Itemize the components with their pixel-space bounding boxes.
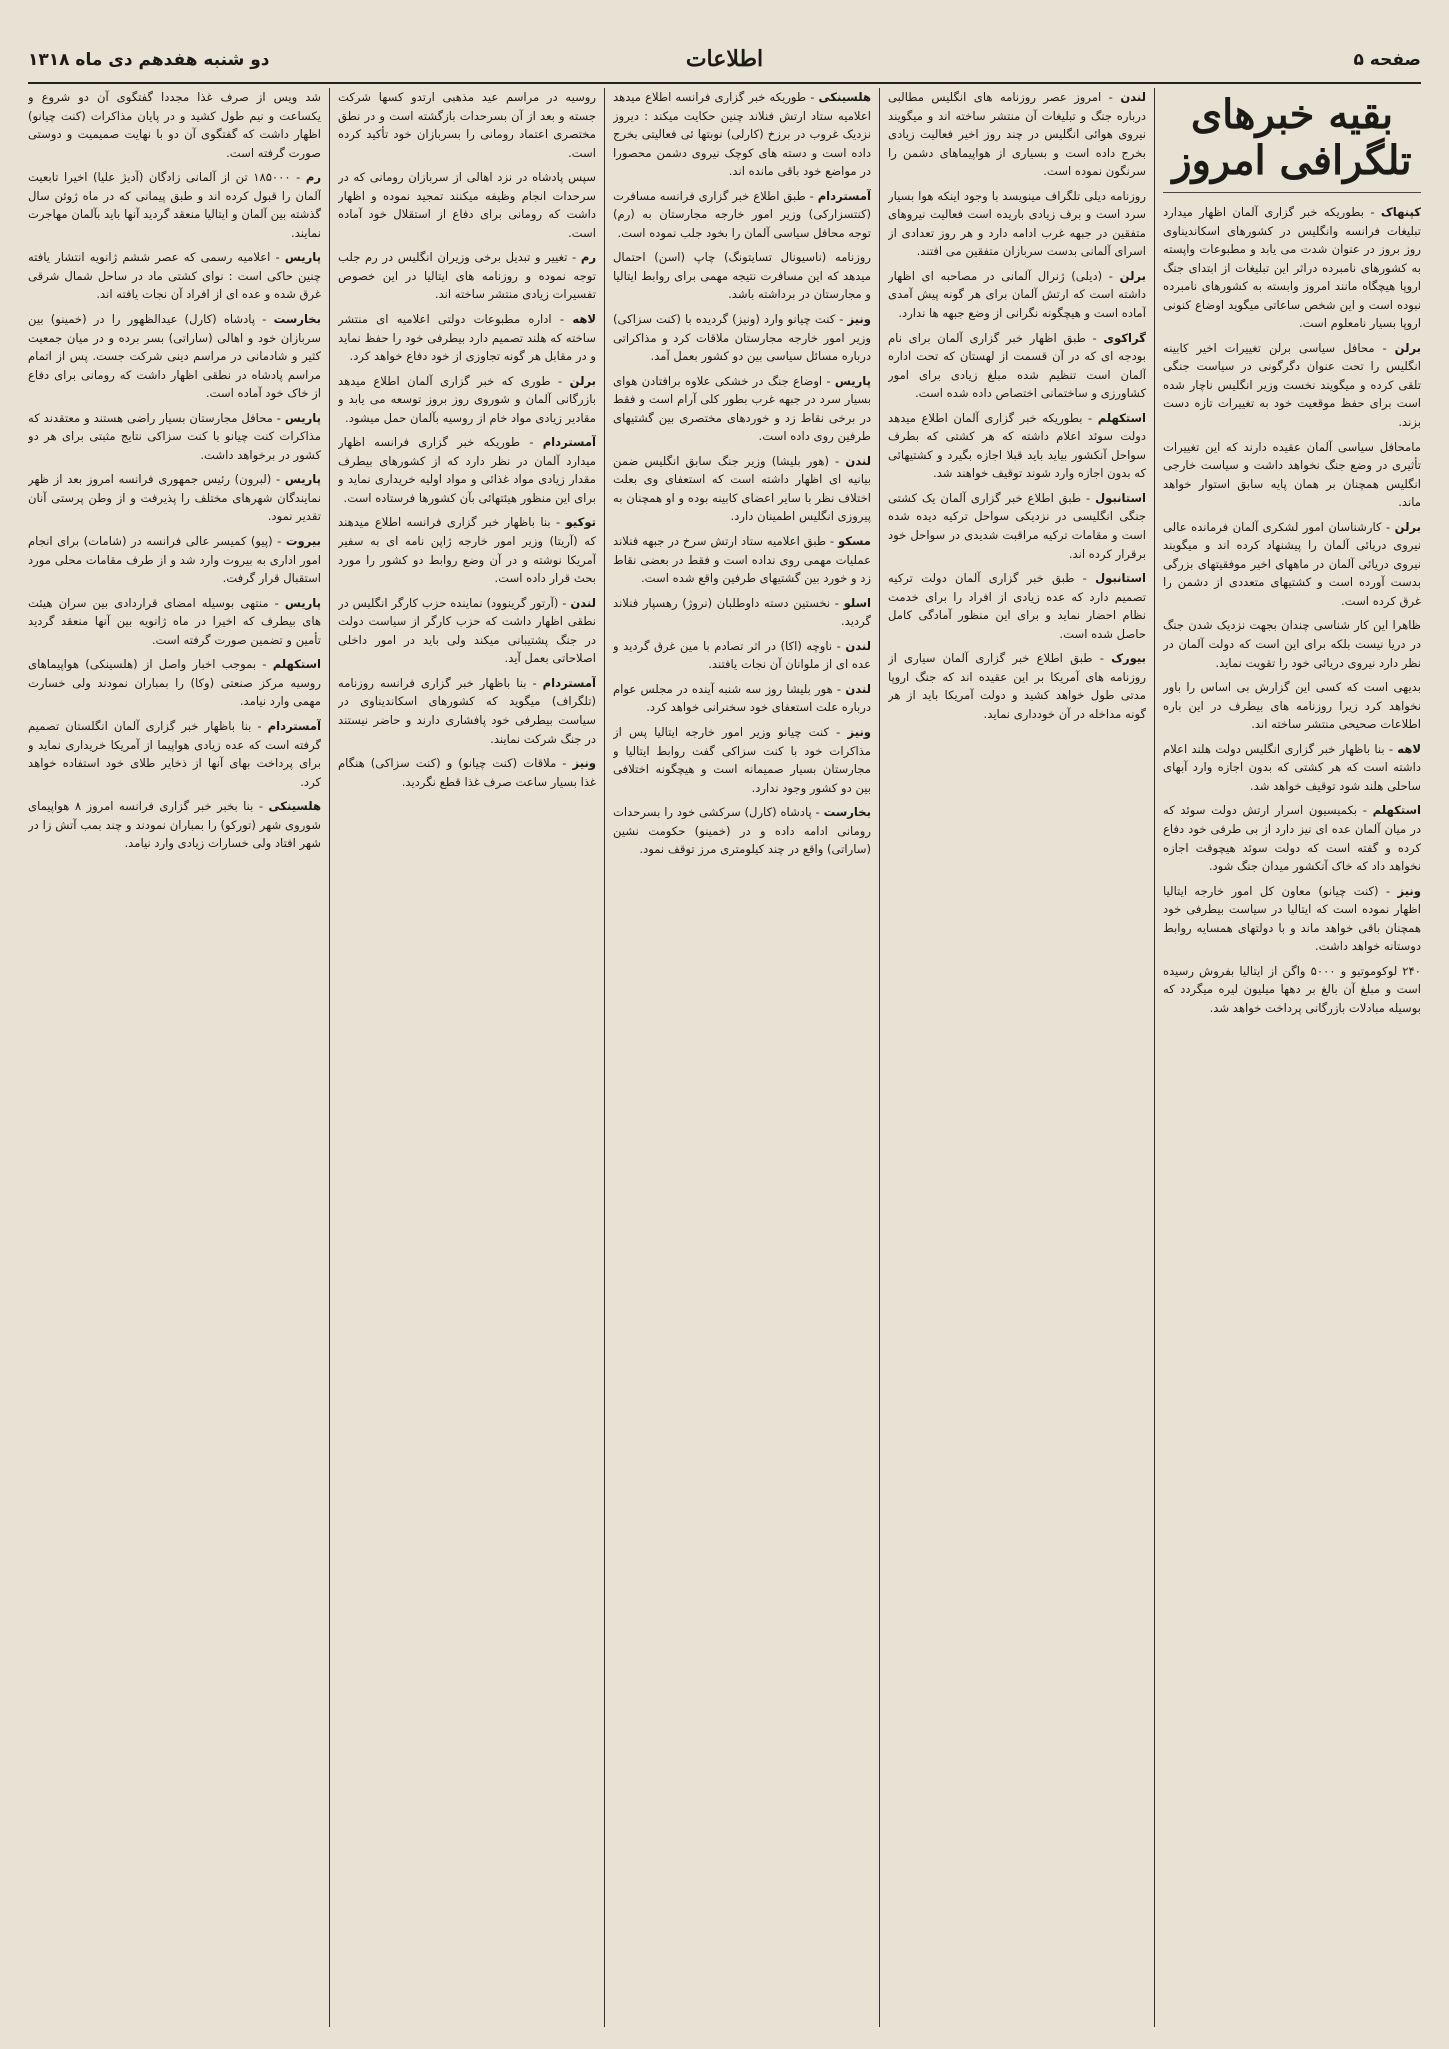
column-rule — [329, 88, 330, 2027]
news-dateline: لاهه — [1397, 741, 1421, 756]
column-1-articles — [1163, 203, 1421, 1017]
news-item — [28, 655, 321, 711]
news-text: - بنا باظهار خبر گزاری انگلیس دولت هلند اعلام داشته است که هر کشتی که بدون اجازه وارد آبهای ساحلی هلند شود توقیف خواهد شد. — [1163, 741, 1421, 793]
news-text: روزنامه (ناسیونال تسایتونگ) چاپ (اسن) احتمال میدهد که این مسافرت نتیجه مهمی برای روابط ایتالیا و مجارستان در برداشته باشد. — [613, 250, 871, 302]
news-dateline: استکهلم — [1372, 803, 1421, 818]
news-text: بدیهی است که کسی این گزارش بی اساس را باور نخواهد کرد زیرا روزنامه های بیطرف در این باره اطلاعات صحیحی منتشر ساخته اند. — [1163, 680, 1421, 732]
news-item — [28, 248, 321, 304]
news-dateline: استکهلم — [1097, 410, 1146, 425]
news-item — [613, 310, 871, 366]
news-item — [1163, 962, 1421, 1018]
news-text: - بکمیسیون اسرار ارتش دولت سوئد که در میان آلمان عده ای نیز دارد از بی طرفی خود دفاع کرده و گفته است که دولت سوئد هیچوقت اجازه نخواهد داد که خاک آنکشور میدان جنگ شود. — [1163, 803, 1421, 874]
news-text: - طبق اظهار خبر گزاری آلمان برای نام بودجه ای که در آن قسمت از لهستان که تحت اداره آلمان است تنظیم شده مبلغ زیادی برای امور کشاورزی و ساختمانی اختصاص داده شده است. — [888, 330, 1146, 401]
news-item — [613, 248, 871, 304]
news-dateline: ونیز — [847, 312, 871, 327]
news-text: - کنت چیانو وزیر امور خارجه ایتالیا پس از مذاکرات خود با کنت سزاکی گفت روابط ایتالیا و مجارستان بسیار صمیمانه است و هیچگونه اختلافی بین دو کشور وجود ندارد. — [613, 724, 871, 795]
news-dateline: هلسینکی — [818, 90, 871, 104]
news-dateline: لندن — [845, 453, 871, 468]
news-text: - بنا باظهار خبر گزاری فرانسه اطلاع میدهند که (آریتا) وزیر امور خارجه ژاپن نامه ای به سفیر آمریکا نوشته و در آن وضع روابط دو کشور را مورد بحث قرار داده است. — [338, 515, 596, 586]
news-text: - طوری که خبر گزاری آلمان اطلاع میدهد بازرگانی آلمان و شوروی روز بروز توسعه می یابد و مقادیر زیادی مواد خام از روسیه بآلمان حمل میشود. — [338, 373, 596, 425]
news-text: ظاهرا این کار شناسی چندان بجهت نزدیک شدن جنگ در دریا نیست بلکه برای این است که دولت آلمان در نظر دارد نیروی دریائی خود را تقویت نماید. — [1163, 618, 1421, 670]
column-rule — [1154, 88, 1155, 2027]
news-dateline: پاریس — [284, 595, 321, 610]
column-rule — [879, 88, 880, 2027]
news-item — [613, 680, 871, 717]
news-dateline: بیروت — [285, 534, 321, 549]
news-dateline: استانبول — [1095, 571, 1146, 586]
news-item — [1163, 801, 1421, 875]
news-text: - محافل سیاسی برلن تغییرات اخیر کابینه انگلیس را تحت عنوان دگرگونی در سیاست جنگی تلقی کرده و میگویند نخست وزیر انگلیس ناچار شده است برای حفظ موقعیت خود به تغییرات تازه دست بزند. — [1163, 340, 1421, 430]
news-item — [1163, 438, 1421, 512]
news-item — [338, 88, 596, 162]
news-text: ۲۴۰ لوکوموتیو و ۵۰۰۰ واگن از ایتالیا بفروش رسیده است و مبلغ آن بالغ بر دهها میلیون لیره میگردد که بوسیله مبادلات بازرگانی پرداخت خواهد شد. — [1163, 963, 1421, 1015]
news-dateline: لندن — [845, 681, 871, 696]
news-item — [338, 594, 596, 668]
news-dateline: رم — [580, 250, 596, 265]
news-item — [28, 88, 321, 162]
news-item — [888, 409, 1146, 483]
news-text: - کارشناسان امور لشکری آلمان فرمانده عالی نیروی دریائی آلمان را پیشنهاد کرده اند و میگویند نیروی دریائی آلمان در ماههای اخیر موفقیتهای بزرگی بدست آورده است و کشتیهای متعددی از دشمن را غرق کرده است. — [1163, 519, 1421, 608]
news-item — [338, 754, 596, 791]
news-text: - اوضاع جنگ در خشکی علاوه برافتادن هوای بسیار سرد در جبهه غرب بطور کلی آرام است و فقط در برخی نقاط زد و خوردهای مختصری بین گشتیهای طرفین روی داده است. — [613, 373, 871, 444]
news-dateline: استکهلم — [272, 657, 321, 672]
news-text: - بنا باظهار خبر گزاری فرانسه روزنامه (تلگراف) میگوید که کشورهای اسکاندیناوی در سیاست بیطرفی خود پافشاری دارند و حاضر نیستند در جنگ شرکت نمایند. — [338, 675, 596, 746]
news-text: - بموجب اخبار واصل از (هلسینکی) هواپیماهای روسیه مرکز صنعتی (وکا) را بمباران نمودند ولی خسارت مهمی وارد نیامد. — [28, 657, 321, 709]
news-text: - محافل مجارستان بسیار راضی هستند و معتقدند که مذاکرات کنت چیانو با کنت سزاکی نتایج مثبتی برای هر دو کشور در برخواهد داشت. — [28, 410, 321, 462]
news-text: - (هور بلیشا) وزیر جنگ سابق انگلیس ضمن بیانیه ای اظهار داشته است که استعفای وی بعلت اختلاف نظر با سایر اعضای کابینه بوده و او همچنان به پیروزی انگلیس اطمینان دارد. — [613, 453, 871, 524]
news-item — [1163, 616, 1421, 672]
news-dateline: توکیو — [565, 515, 596, 530]
issue-date: دو شنبه هفدهم دی ماه ۱۳۱۸ — [28, 50, 270, 70]
column-2 — [888, 88, 1146, 2027]
news-text: - منتهی بوسیله امضای قراردادی بین سران هیئت های بیطرف که اخیرا در ماه ژانویه بین آنها منعقد گردید تأمین و تضمین صورت گرفته است. — [28, 595, 321, 647]
news-text: سپس پادشاه در نزد اهالی از سربازان رومانی که در سرحدات انجام وظیفه میکنند تمجید نموده و اظهار داشت که رومانی برای دفاع از استقلال خود آماده است. — [338, 170, 596, 240]
news-text: - بطوریکه خبر گزاری آلمان اظهار میدارد تبلیغات فرانسه وانگلیس در کشورهای اسکاندیناوی روز بروز در عنوان شدت می یابد و مطبوعات واپسته به کشورهای نامبرده دراثر این تبلیغات از ابتدای جنگ اروپا هیچگاه مانند امروز وابسته به کشورهای نامبرده نبوده است و این شخص ساعاتی میگوید اوضاع کنونی اروپا بسیار نامعلوم است. — [1163, 205, 1421, 331]
news-text: - بطوریکه خبر گزاری آلمان اطلاع میدهد دولت سوئد اعلام داشته که هر کشتی که بطرف سواحل آنکشور بیاید باید قبلا اجازه بگیرد و کشتیهائی که بدون اجازه وارد شوند توقیف خواهند شد. — [888, 410, 1146, 481]
news-text: - طوریکه خبر گزاری فرانسه اظهار میدارد آلمان در نظر دارد که از کشورهای بیطرف مقدار زیادی مواد غذائی و مواد اولیه خریداری نماید و برای این منظور هیئتهائی بآن کشورها فرستاده است. — [338, 435, 596, 505]
column-4 — [338, 88, 596, 2027]
news-dateline: لندن — [570, 595, 596, 610]
news-item — [338, 433, 596, 507]
news-dateline: برلن — [1394, 519, 1421, 534]
news-dateline: بیورک — [1111, 651, 1146, 666]
news-text: - کنت چیانو وارد (ونیز) گردیده با (کنت سزاکی) وزیر امور خارجه مجارستان ملاقات کرد و مذاکراتی درباره مسائل سیاسی بین دو کشور بعمل آمد. — [613, 312, 871, 364]
news-dateline: هلسینکی — [268, 799, 321, 814]
news-text: - اعلامیه رسمی که عصر ششم ژانویه انتشار یافته چنین حاکی است : نوای کشتی ماد در ساحل شمال شرقی غرق شده و عده ای از افراد آن نجات یافته اند. — [28, 250, 321, 302]
news-text: - پادشاه (کارل) سرکشی خود را بسرحدات رومانی ادامه داده و در (خمینو) حکومت نشین (ساراتی) واقع در چند کیلومتری مرز توقف نمود. — [613, 805, 871, 857]
news-dateline: آمستردام — [542, 675, 596, 690]
news-item — [613, 532, 871, 588]
news-item — [338, 674, 596, 748]
news-dateline: کپنهاک — [1380, 205, 1421, 219]
news-dateline: لندن — [845, 638, 871, 653]
news-dateline: مسکو — [838, 534, 871, 549]
news-item — [1163, 740, 1421, 796]
news-item — [1163, 339, 1421, 432]
news-text: - طوریکه خبر گزاری فرانسه اطلاع میدهد اعلامیه ستاد ارتش فنلاند چنین حکایت میکند : دیروز نزدیک غروب در برزخ (کارلی) نوبتها ئی فعالیتی بخرج داده است و دسته های کوچک نیروی دشمن محصورا در مواضع خود باقی مانده اند. — [613, 90, 871, 179]
news-dateline: پاریس — [284, 410, 321, 425]
news-text: - (لبرون) رئیس جمهوری فرانسه امروز بعد از ظهر نمایندگان شهرهای مختلف را پذیرفت و از وطن پرستی آنان تقدیر نمود. — [28, 472, 321, 524]
news-item — [888, 88, 1146, 181]
news-text: - طبق اعلامیه ستاد ارتش سرخ در جبهه فنلاند عملیات مهمی روی نداده است و فقط در بعضی نقاط زد و خورد بین گشتیهای طرفین واقع شده است. — [613, 534, 871, 586]
news-text: - بنا بخبر خبر گزاری فرانسه امروز ۸ هواپیمای شوروی شهر (تورکو) را بمباران نمودند و چند بمب آتش زا در شهر افتاد ولی خسارات زیادی وارد نیامد. — [28, 799, 321, 851]
news-text: - طبق اطلاع خبر گزاری فرانسه مسافرت (کنتسزارکی) وزیر امور خارجه مجارستان به (رم) توجه محافل سیاسی آلمان را بخود جلب نموده است. — [613, 188, 871, 240]
news-item — [338, 310, 596, 366]
news-item — [28, 532, 321, 588]
column-2-articles — [888, 88, 1146, 724]
news-item — [28, 594, 321, 650]
news-text: - اداره مطبوعات دولتی اعلامیه ای منتشر ساخته که هلند تصمیم دارد بیطرفی خود را حفظ نماید و در مقابل هر گونه تجاوزی از خود دفاع خواهد کرد. — [338, 312, 596, 364]
news-item — [28, 470, 321, 526]
masthead — [28, 46, 1421, 84]
news-text: - بنا باظهار خبر گزاری آلمان انگلستان تصمیم گرفته است که عده زیادی هواپیما از آمریکا خریداری نماید و برای پرداخت بهای آنها از ذخایر طلای خود استفاده خواهد کرد. — [28, 718, 321, 789]
news-item — [338, 248, 596, 304]
news-item — [613, 88, 871, 181]
news-text: - هور بلیشا روز سه شنبه آینده در مجلس عوام درباره علت استعفای خود سخنرانی خواهد کرد. — [613, 681, 871, 715]
news-item — [613, 723, 871, 797]
news-text: - تغییر و تبدیل برخی وزیران انگلیس در رم جلب توجه نموده و روزنامه های ایتالیا در این خصوص تفسیرات زیادی منتشر ساخته اند. — [338, 250, 596, 302]
news-item — [28, 797, 321, 853]
column-rule — [604, 88, 605, 2027]
news-item — [338, 168, 596, 242]
news-text: - (پیو) کمیسر عالی فرانسه در (شامات) برای انجام امور اداری به بیروت وارد شد و از طرف مقامات محلی مورد استقبال قرار گرفت. — [28, 534, 321, 586]
news-dateline: آمستردام — [817, 188, 871, 203]
news-dateline: گراکوی — [1103, 330, 1146, 345]
news-item — [613, 187, 871, 243]
news-item — [28, 168, 321, 242]
news-text: - پادشاه (کارل) عیدالظهور را در (خمینو) بین سربازان خود و اهالی (ساراتی) بسر برده و در میان جمعیت کثیر و شادمانی در مراسم دینی شرکت جست. پس از اتمام مراسم پادشاه در نطقی اظهار داشت که رومانی برای دفاع از خاک خود آماده است. — [28, 312, 321, 401]
news-item — [1163, 882, 1421, 956]
news-item — [613, 452, 871, 526]
news-text: - طبق خبر گزاری آلمان دولت ترکیه تصمیم دارد که عده زیادی از افراد را برای خدمت نظام احضار نماید و برای این منظور آمادگی کامل حاصل شده است. — [888, 571, 1146, 641]
news-dateline: برلن — [1119, 268, 1146, 283]
news-text: - (کنت چیانو) معاون کل امور خارجه ایتالیا اظهار نموده است که ایتالیا در سیاست بیطرفی خود همچنان باقی خواهد ماند و با دولتهای همسایه روابط دوستانه خواهد داشت. — [1163, 883, 1421, 954]
news-dateline: ونیز — [847, 724, 871, 739]
news-item — [888, 267, 1146, 323]
news-item — [613, 637, 871, 674]
news-text: روسیه در مراسم عید مذهبی ارتدو کسها شرکت جسته و بعد از آن بسرحدات بازگشته است و در نطق مختصری اعتماد رومانی را بسربازان خود تأکید کرده است. — [338, 90, 596, 160]
news-item — [1163, 678, 1421, 734]
news-dateline: لاهه — [572, 312, 596, 327]
news-dateline: ونیز — [572, 756, 596, 771]
columns — [28, 88, 1421, 2027]
news-item — [338, 372, 596, 428]
column-4-articles — [338, 88, 596, 791]
news-item — [1163, 518, 1421, 611]
news-text: - نخستین دسته داوطلبان (نروژ) رهسپار فنلاند گردید. — [613, 595, 871, 629]
news-dateline: پاریس — [284, 250, 321, 265]
column-3-articles — [613, 88, 871, 859]
news-dateline: بخارست — [823, 805, 871, 820]
news-text: - ۱۸۵۰۰۰ تن از آلمانی زادگان (آدیژ علیا) اخیرا تابعیت آلمان را قبول کرده اند و طبق پیمانی که در ماه ژوئن سال گذشته بین آلمان و ایتالیا منعقد گردید آنها باید بآلمان مهاجرت نمایند. — [28, 170, 321, 240]
news-item — [888, 187, 1146, 261]
news-text: - ملاقات (کنت چیانو) و (کنت سزاکی) هنگام غذا بسیار ساعت صرف غذا قطع نگردید. — [338, 756, 596, 789]
news-dateline: لندن — [1120, 90, 1146, 104]
news-dateline: ونیز — [1397, 883, 1421, 898]
column-1 — [1163, 88, 1421, 2027]
news-dateline: برلن — [1394, 340, 1421, 355]
news-dateline: رم — [305, 170, 321, 185]
column-5 — [28, 88, 321, 2027]
news-dateline: آمستردام — [542, 435, 596, 450]
news-dateline: پاریس — [284, 472, 321, 487]
news-text: - طبق اطلاع خبر گزاری آلمان سیاری از روزنامه های آمریکا بر این عقیده اند که جنگ اروپا مدتی طول خواهد کشید و دولت آمریکا باید از هر گونه مداخله در آن خودداری نماید. — [888, 651, 1146, 721]
news-item — [28, 717, 321, 791]
news-item — [613, 594, 871, 631]
page-headline: بقیه خبرهای تلگرافی امروز — [1163, 92, 1421, 193]
news-item — [888, 329, 1146, 403]
column-5-articles — [28, 88, 321, 853]
page-number: صفحه ۵ — [1353, 50, 1421, 70]
news-text: مامحافل سیاسی آلمان عقیده دارند که این تغییرات تأثیری در وضع جنگ نخواهد داشت و سیاست خارجی انگلیس همچنان بر همان پایه سابق استوار خواهد ماند. — [1163, 439, 1421, 510]
paper-name: اطلاعات — [685, 46, 764, 72]
news-item — [613, 372, 871, 446]
news-dateline: استانبول — [1095, 490, 1146, 505]
news-item — [1163, 203, 1421, 333]
news-text: - ناوچه (اکا) در اثر تصادم با مین غرق گردید و عده ای از ملوانان آن نجات یافتند. — [613, 638, 871, 672]
news-text: روزنامه دیلی تلگراف مینویسد با وجود اینکه هوا بسیار سرد است و برف زیادی باریده است فعالیت نیروهای متفقین در جبهه غرب ادامه دارد و هر روز تعدادی از اسرای آلمانی بدست سربازان متفقین می افتند. — [888, 188, 1146, 259]
news-text: - طبق اطلاع خبر گزاری آلمان یک کشتی جنگی انگلیسی در نزدیکی سواحل ترکیه دیده شده است و مقامات ترکیه مراقبت شدیدی در سواحل خود برقرار کرده اند. — [888, 490, 1146, 561]
news-text: - امروز عصر روزنامه های انگلیس مطالبی درباره جنگ و تبلیغات آن منتشر ساخته اند و میگویند نیروی هوائی انگلیس در چند روز اخیر فعالیت زیادی بخرج داده است و بسیاری از هواپیماهای دشمن را سرنگون نموده است. — [888, 90, 1146, 179]
news-text: شد ویس از صرف غذا مجددا گفتگوی آن دو شروع و یکساعت و نیم طول کشید و در پایان مذاکرات (کنت چیانو) اظهار داشت که گفتگوی آن دو با نهایت صمیمیت و دوستی صورت گرفته است. — [28, 90, 321, 160]
news-dateline: پاریس — [834, 373, 871, 388]
news-dateline: بخارست — [273, 312, 321, 327]
news-dateline: اسلو — [843, 595, 871, 610]
news-dateline: آمستردام — [267, 718, 321, 733]
news-text: - (آرتور گرینوود) نماینده حزب کارگر انگلیس در نطقی اظهار داشت که حزب کارگر از سیاست دولت در جنگ پشتیبانی میکند ولی باید در امور داخلی اصلاحاتی بعمل آید. — [338, 595, 596, 666]
news-text: - (دیلی) ژنرال آلمانی در مصاحبه ای اظهار داشته است که ارتش آلمان برای هر گونه پیش آمدی آماده است و هیچگونه نگرانی از وضع جبهه ها ندارد. — [888, 268, 1146, 321]
news-item — [888, 489, 1146, 563]
news-item — [613, 803, 871, 859]
news-item — [888, 569, 1146, 643]
column-3 — [613, 88, 871, 2027]
news-item — [28, 409, 321, 465]
news-dateline: برلن — [569, 373, 596, 388]
news-item — [338, 513, 596, 587]
news-item — [28, 310, 321, 403]
news-item — [888, 649, 1146, 723]
